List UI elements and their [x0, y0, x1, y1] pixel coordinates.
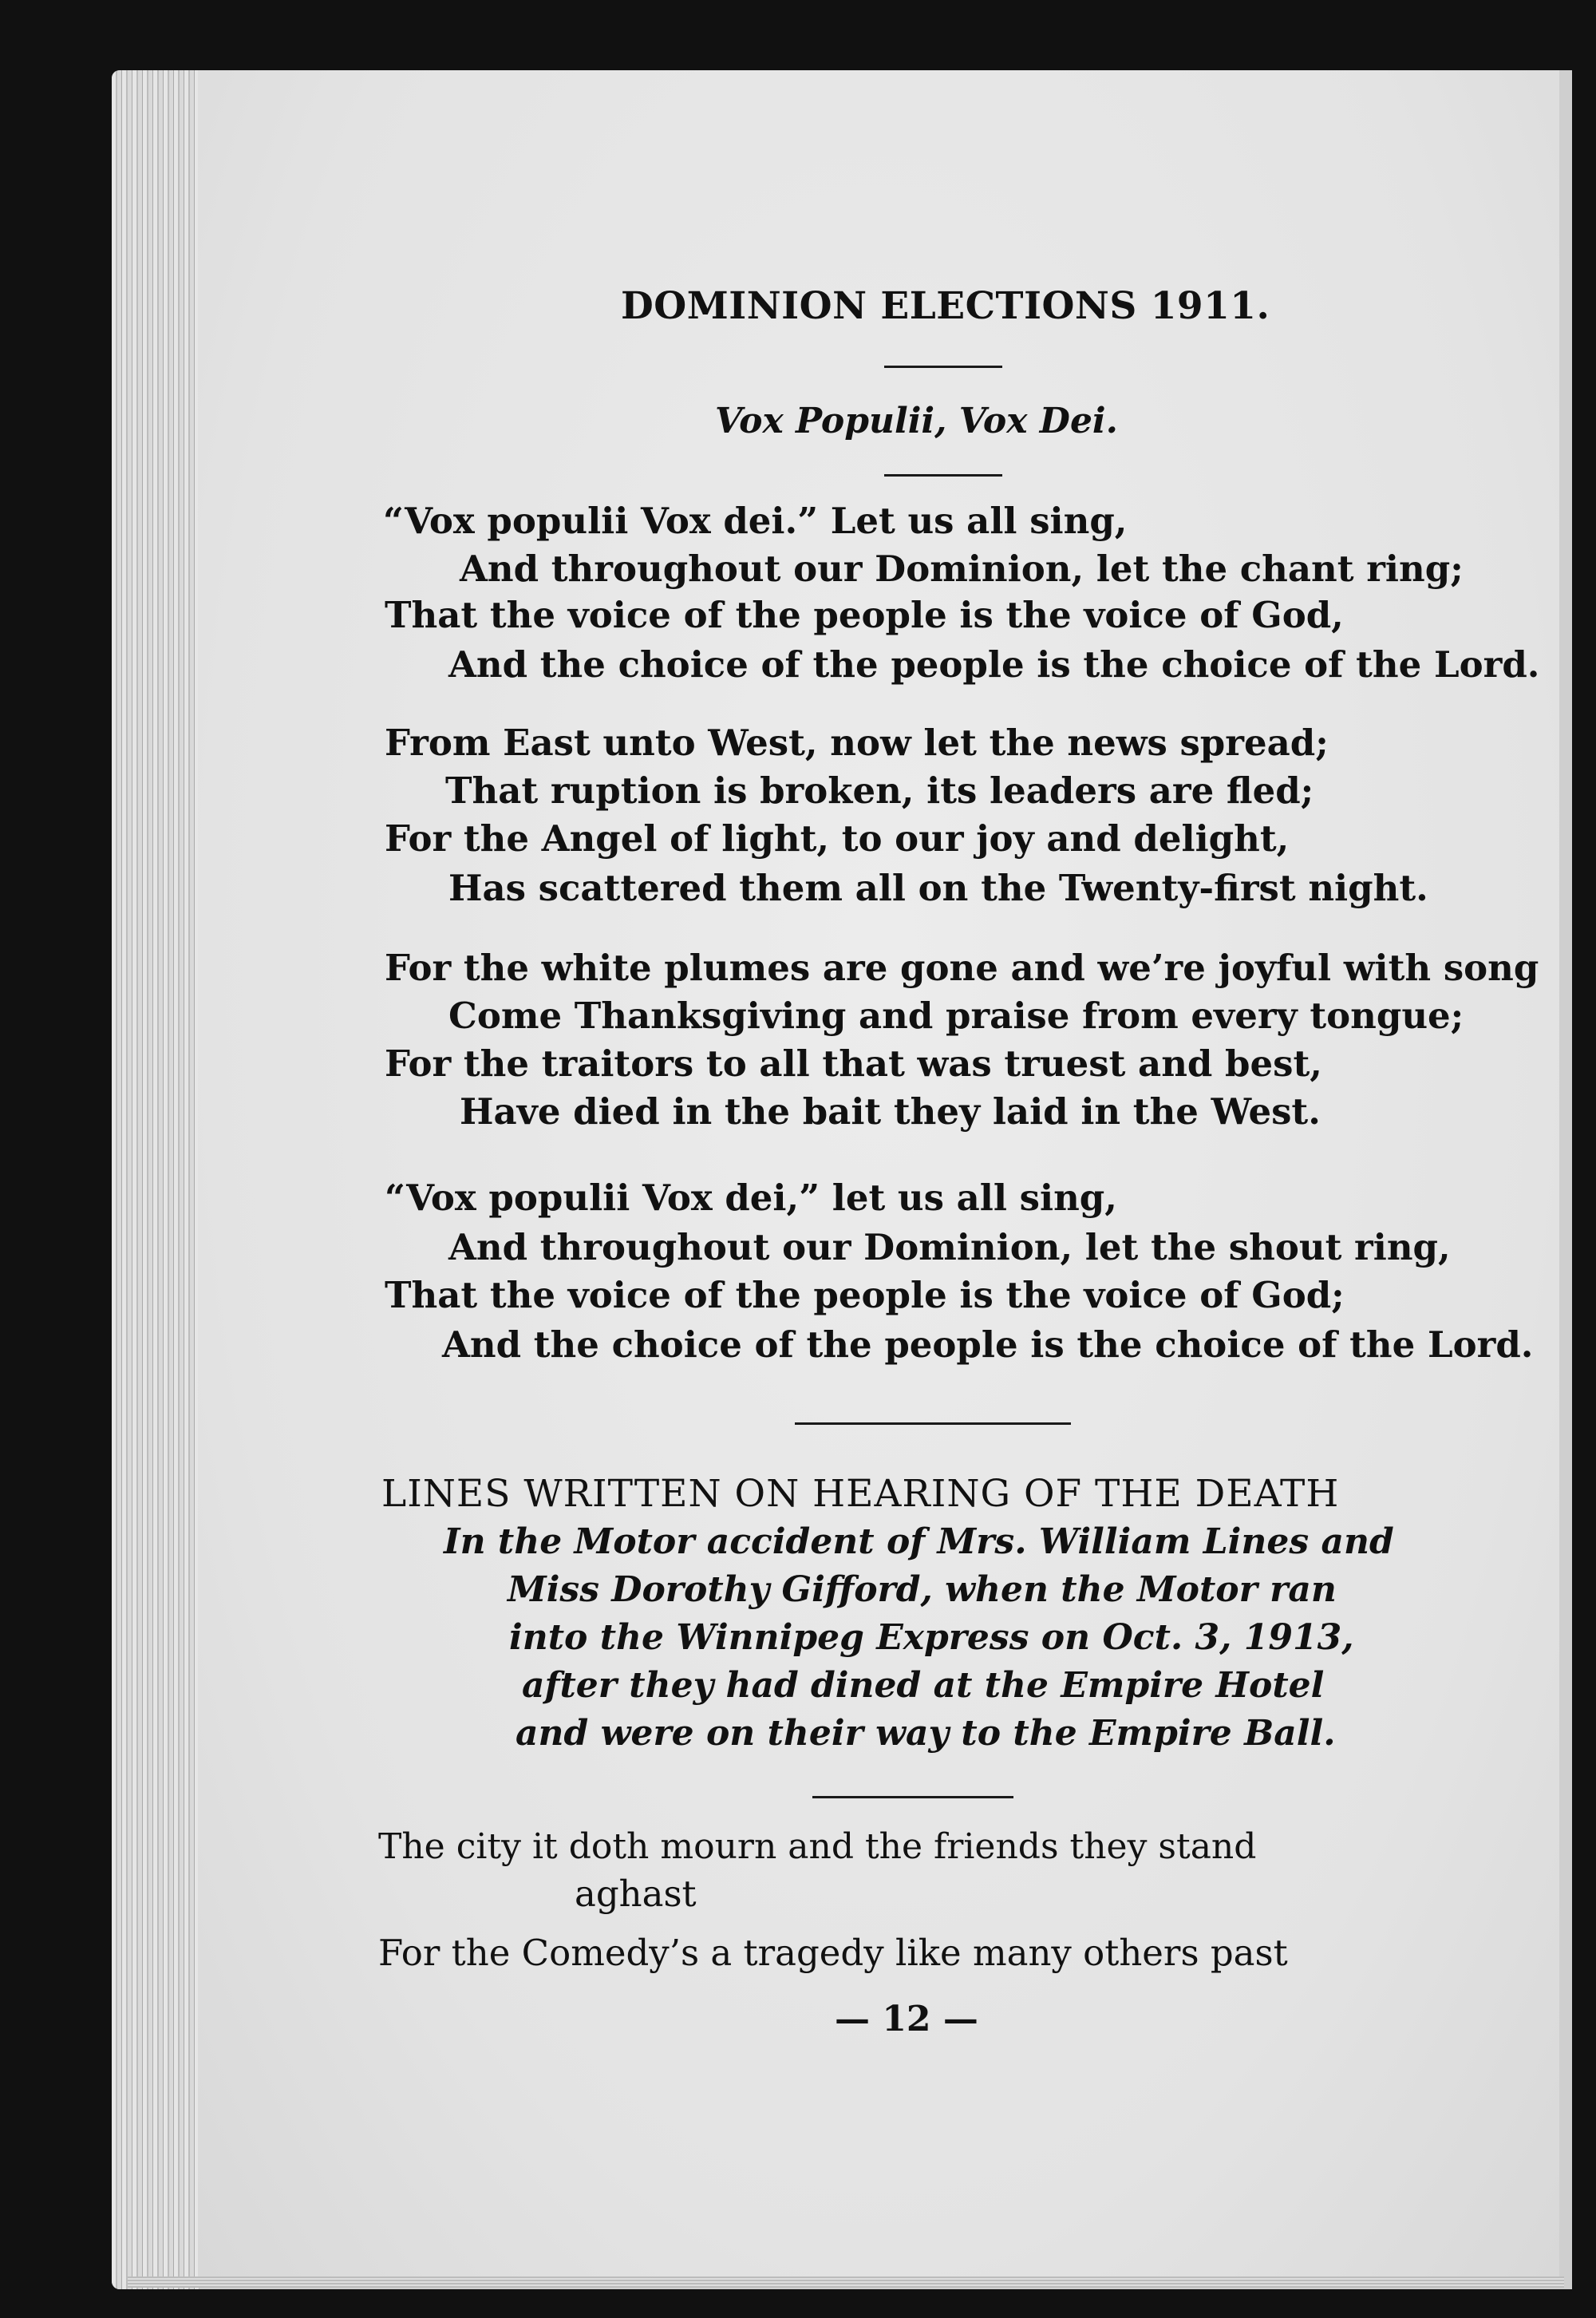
verse-line: That the voice of the people is the voice of God;: [385, 1274, 1345, 1316]
verse-line: Have died in the bait they laid in the West.: [460, 1090, 1321, 1133]
verse-line: That the voice of the people is the voice of God,: [385, 594, 1344, 636]
verse-line: “Vox populii Vox dei,” let us all sing,: [385, 1177, 1117, 1219]
poem-description-line: into the Winnipeg Express on Oct. 3, 1913,: [509, 1617, 1354, 1658]
poem-title: DOMINION ELECTIONS 1911.: [621, 284, 1270, 328]
verse-line: aghast: [575, 1873, 697, 1915]
verse-line: For the Comedy’s a tragedy like many others past: [378, 1932, 1288, 1974]
poem-description-line: after they had dined at the Empire Hotel: [522, 1665, 1325, 1706]
description-rule: [812, 1796, 1013, 1798]
second-poem-title: LINES WRITTEN ON HEARING OF THE DEATH: [381, 1472, 1340, 1516]
verse-line: For the traitors to all that was truest and best,: [385, 1042, 1322, 1085]
verse-line: And the choice of the people is the choice of the Lord.: [442, 1323, 1534, 1366]
verse-line: The city it doth mourn and the friends they stand: [378, 1826, 1257, 1867]
verse-line: “Vox populii Vox dei.” Let us all sing,: [383, 500, 1128, 542]
verse-line: Come Thanksgiving and praise from every tongue;: [448, 995, 1464, 1037]
verse-line: For the Angel of light, to our joy and delight,: [385, 817, 1290, 860]
poem-subtitle: Vox Populii, Vox Dei.: [715, 401, 1118, 441]
verse-line: And the choice of the people is the choice of the Lord.: [448, 643, 1540, 686]
verse-line: Has scattered them all on the Twenty-first night.: [448, 867, 1428, 909]
poem-description-line: and were on their way to the Empire Ball.: [516, 1713, 1336, 1754]
section-divider: [795, 1422, 1071, 1425]
page-number: — 12 —: [835, 1999, 978, 2039]
verse-line: And throughout our Dominion, let the chant ring;: [460, 548, 1464, 590]
title-rule: [884, 366, 1002, 368]
verse-line: And throughout our Dominion, let the shout ring,: [448, 1226, 1451, 1268]
page-bottom-edge: [128, 2276, 1564, 2288]
verse-line: For the white plumes are gone and we’re joyful with song: [385, 947, 1539, 989]
poem-description-line: In the Motor accident of Mrs. William Lines and: [444, 1521, 1394, 1562]
verse-line: From East unto West, now let the news spread;: [385, 722, 1329, 764]
verse-line: That ruption is broken, its leaders are fled;: [445, 769, 1314, 812]
subtitle-rule: [884, 474, 1002, 477]
poem-description-line: Miss Dorothy Gifford, when the Motor ran: [508, 1569, 1337, 1610]
